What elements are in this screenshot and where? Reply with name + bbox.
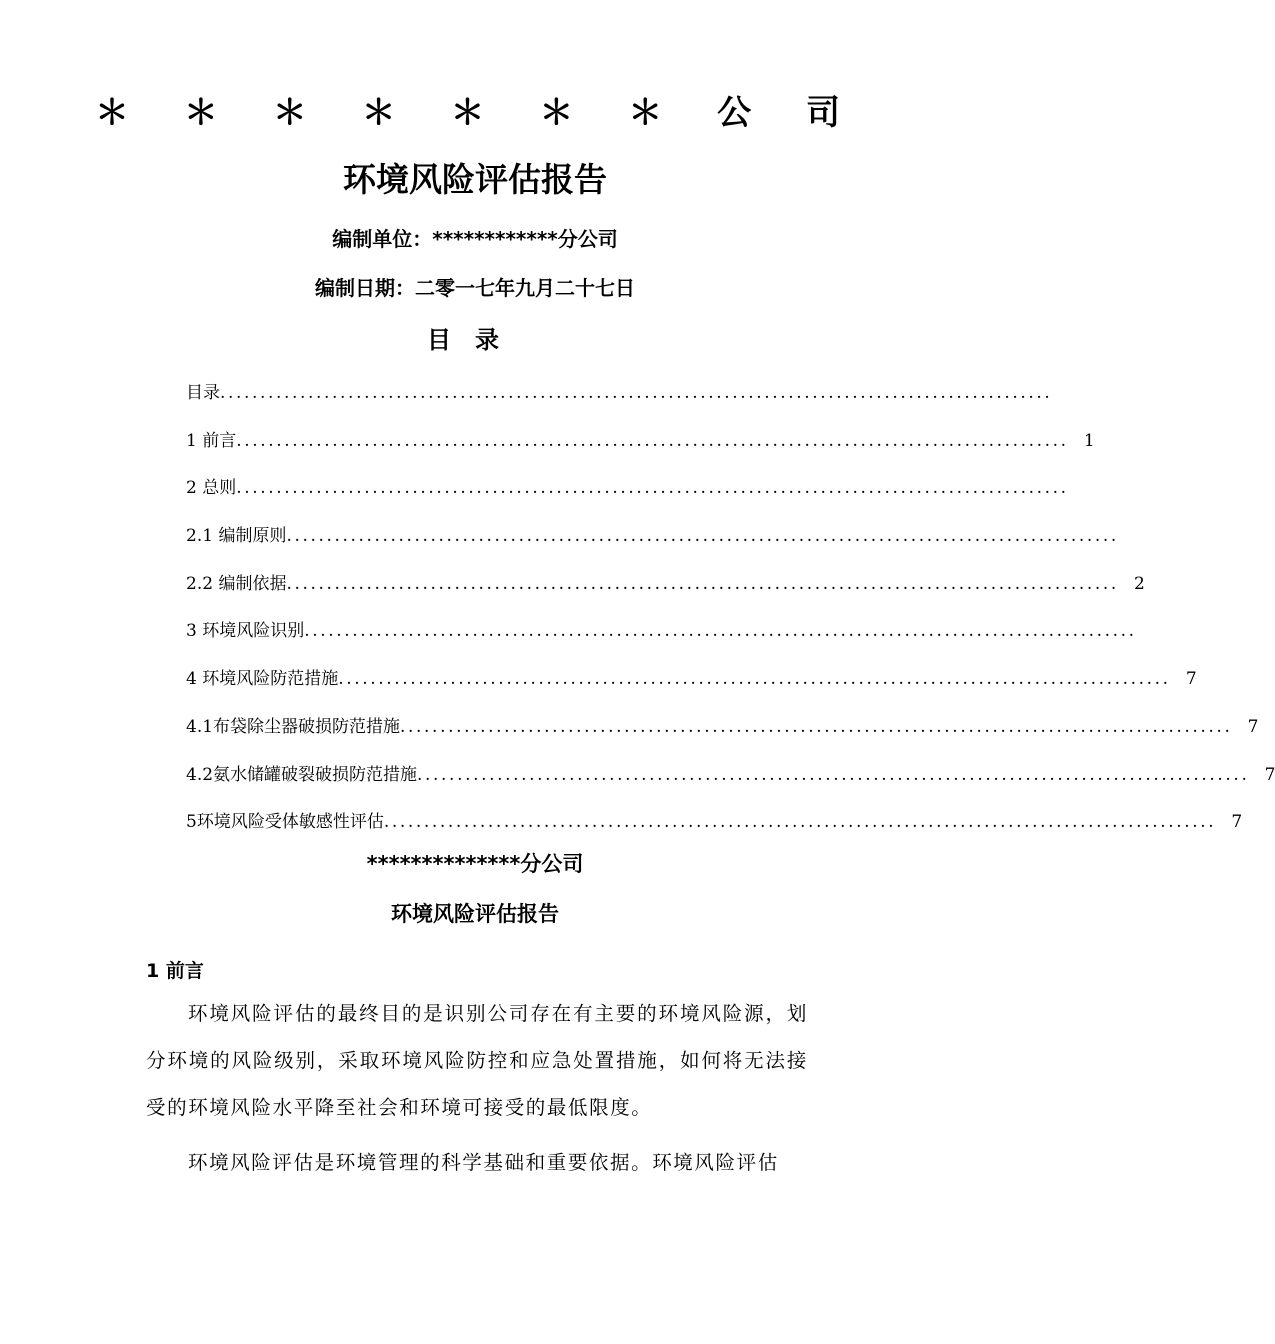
toc-leader-dots: ........................................................................................................ (417, 764, 1250, 785)
company-char: 司 (806, 93, 840, 133)
compile-unit: 编制单位：************分公司 (332, 227, 618, 251)
toc-entry-page: 7 (1264, 764, 1275, 785)
toc-entry-text: 目录 (186, 383, 220, 403)
company-name-line (95, 88, 840, 138)
section-heading: 1 前言 (146, 960, 204, 982)
company-char: 公 (717, 93, 752, 133)
toc-entry[interactable] (186, 613, 1137, 661)
toc-entry[interactable] (186, 470, 1069, 518)
company-char: ＊ (95, 93, 129, 133)
toc-leader-dots: ........................................................................................................ (236, 478, 1069, 499)
toc-entry-page: 7 (1185, 669, 1197, 690)
sub-company-name: **************分公司 (366, 852, 584, 876)
toc-entry[interactable] (186, 518, 1119, 566)
company-char: ＊ (539, 93, 574, 133)
toc-entry-text: 3 环境风险识别 (186, 621, 305, 642)
toc-entry-text: 1 前言 (186, 430, 237, 451)
toc-leader-dots: ........................................................................................................ (383, 812, 1217, 833)
toc-entry[interactable] (186, 566, 1145, 614)
report-title: 环境风险评估报告 (343, 160, 607, 199)
sub-report-title: 环境风险评估报告 (391, 902, 559, 926)
toc-entry-text: 5环境风险受体敏感性评估 (186, 812, 384, 833)
company-char: ＊ (183, 93, 218, 133)
toc-entry-text: 2.1 编制原则 (186, 526, 287, 547)
toc-leader-dots: ........................................................................................................ (286, 526, 1119, 547)
toc-entry[interactable] (186, 709, 1259, 757)
body-paragraph: 环境风险评估的最终目的是识别公司存在有主要的环境风险源，划分环境的风险级别，采取环境风险防控和应急处置措施，如何将无法接受的环境风险水平降至社会和环境可接受的最低限度。 (146, 1002, 808, 1119)
toc-entry-text: 4.1布袋除尘器破损防范措施 (186, 716, 401, 737)
compile-date: 编制日期：二零一七年九月二十七日 (315, 276, 635, 300)
toc-entry-text: 2 总则 (186, 478, 237, 499)
toc-entry-text: 4.2氨水储罐破裂破损防范措施 (186, 764, 418, 785)
toc-leader-dots: ........................................................................................................ (236, 430, 1069, 451)
toc-leader-dots: ........................................................................................................ (304, 621, 1137, 642)
body-paragraph: 环境风险评估是环境管理的科学基础和重要依据。环境风险评估 (188, 1151, 779, 1174)
toc-entry-text: 4 环境风险防范措施 (186, 669, 339, 690)
toc-entry[interactable] (186, 804, 1243, 852)
toc-leader-dots: ........................................................................................................ (286, 573, 1119, 594)
company-char: ＊ (361, 93, 396, 133)
company-char: ＊ (272, 93, 307, 133)
toc-entry-page: 7 (1231, 812, 1243, 833)
toc-leader-dots: ........................................................................................................ (220, 383, 1053, 403)
toc-entry-page: 7 (1247, 716, 1259, 737)
toc-entry-text: 2.2 编制依据 (186, 573, 287, 594)
toc-entry[interactable] (186, 423, 1095, 471)
toc-entry[interactable] (186, 375, 1053, 423)
toc-entry[interactable] (186, 757, 1275, 805)
toc-entry-page: 2 (1134, 573, 1145, 594)
toc-entry-page: 1 (1083, 430, 1095, 451)
company-char: ＊ (450, 93, 485, 133)
company-char: ＊ (628, 93, 663, 133)
table-of-contents (186, 375, 1275, 852)
toc-entry[interactable] (186, 661, 1197, 709)
toc-heading: 目录 (427, 326, 523, 354)
toc-leader-dots: ........................................................................................................ (338, 669, 1171, 690)
toc-leader-dots: ........................................................................................................ (400, 716, 1233, 737)
